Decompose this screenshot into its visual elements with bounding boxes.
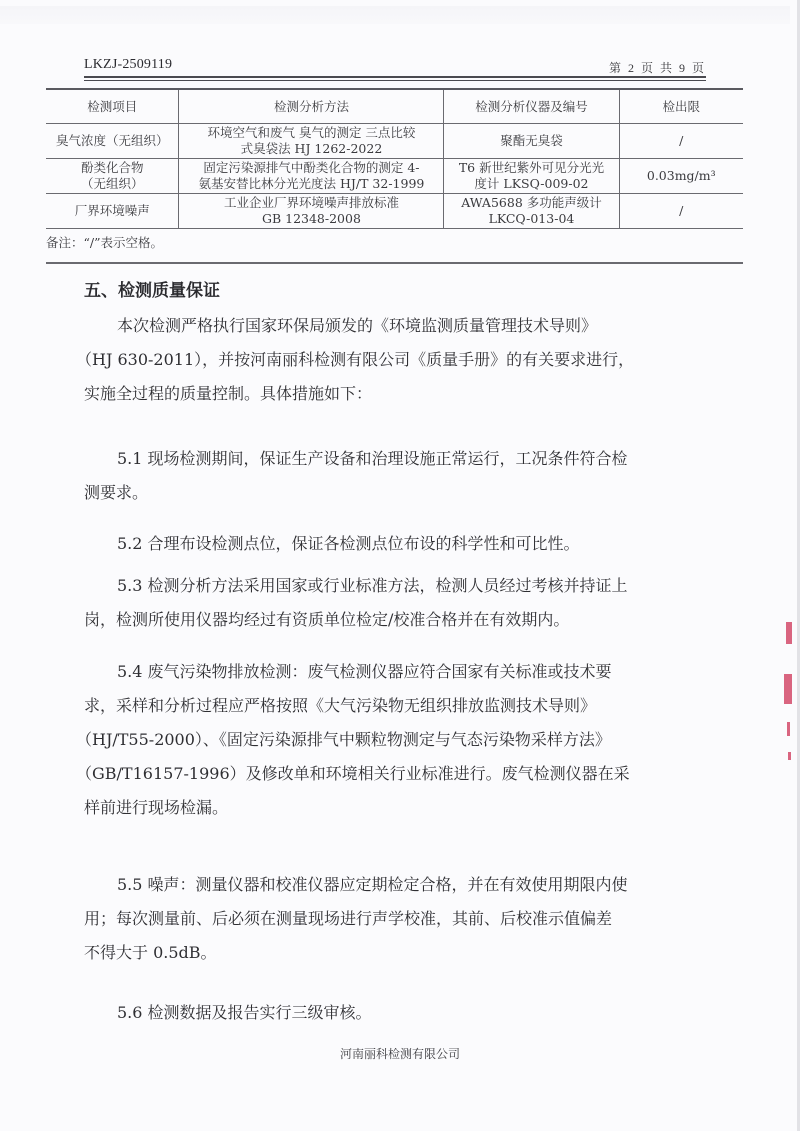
section-rule — [46, 262, 743, 264]
text-line: 不得大于 0.5dB。 — [84, 943, 217, 962]
method-line: 氨基安替比林分光光度法 HJ/T 32-1999 — [198, 176, 425, 191]
cell-method — [179, 124, 444, 159]
text-line: 5.3 检测分析方法采用国家或行业标准方法，检测人员经过考核并持证上 — [117, 576, 628, 595]
method-line: GB 12348-2008 — [261, 211, 361, 226]
cell-instrument — [444, 159, 619, 194]
column-header-method: 检测分析方法 — [179, 89, 444, 124]
cell-limit: / — [619, 124, 743, 159]
text-line: 5.4 废气污染物排放检测：废气检测仪器应符合国家有关标准或技术要 — [117, 662, 612, 681]
text-line: 5.1 现场检测期间，保证生产设备和治理设施正常运行，工况条件符合检 — [117, 449, 628, 468]
footer-company: 河南丽科检测有限公司 — [339, 1047, 460, 1061]
cell-item — [46, 159, 179, 194]
intro-paragraph — [76, 309, 706, 411]
seal-stamp-fragment — [784, 612, 796, 772]
column-header-item: 检测项目 — [46, 89, 179, 124]
text-line: 5.2 合理布设检测点位，保证各检测点位布设的科学性和可比性。 — [117, 534, 580, 553]
table-row — [46, 159, 743, 194]
cell-limit: / — [619, 194, 743, 229]
text-line: 5.5 噪声：测量仪器和校准仪器应定期检定合格，并在有效使用期限内使 — [117, 875, 628, 894]
text-line: 岗，检测所使用仪器均经过有资质单位检定/校准合格并在有效期内。 — [84, 610, 570, 629]
text-line: 样前进行现场检漏。 — [84, 798, 229, 817]
item-line: 酚类化合物 — [80, 160, 144, 175]
instrument-line: LKCQ-013-04 — [488, 211, 575, 226]
methods-table — [46, 88, 743, 229]
page-header — [84, 55, 706, 77]
text-line: 测要求。 — [84, 483, 149, 502]
scan-artifact — [0, 6, 790, 24]
text-line: 5.6 检测数据及报告实行三级审核。 — [117, 1003, 372, 1022]
measure-5-1 — [84, 442, 706, 510]
report-number: LKZJ-2509119 — [84, 57, 173, 72]
text-line: 本次检测严格执行国家环保局颁发的《环境监测质量管理技术导则》 — [117, 316, 598, 335]
item-line: （无组织） — [80, 176, 144, 191]
table-row — [46, 194, 743, 229]
cell-limit: 0.03mg/m³ — [619, 159, 743, 194]
table-header-row — [46, 89, 743, 124]
instrument-line: T6 新世纪紫外可见分光光 — [458, 160, 605, 175]
measure-5-5 — [84, 868, 706, 970]
measure-5-6 — [84, 996, 706, 1030]
header-rule — [84, 76, 706, 78]
instrument-line: 度计 LKSQ-009-02 — [474, 176, 589, 191]
method-line: 工业企业厂界环境噪声排放标准 — [223, 195, 399, 210]
cell-item: 臭气浓度（无组织） — [46, 124, 179, 159]
page-indicator: 第 2 页 共 9 页 — [608, 61, 706, 75]
header-rule-thin — [84, 80, 706, 81]
text-line: 求，采样和分析过程应严格按照《大气污染物无组织排放监测技术导则》 — [84, 696, 597, 715]
section-title: 五、检测质量保证 — [84, 281, 220, 301]
table-row — [46, 124, 743, 159]
method-line: 式臭袋法 HJ 1262-2022 — [240, 141, 383, 156]
method-line: 固定污染源排气中酚类化合物的测定 4- — [203, 160, 420, 175]
text-line: （HJ 630-2011），并按河南丽科检测有限公司《质量手册》的有关要求进行， — [76, 350, 635, 369]
cell-method — [179, 159, 444, 194]
text-line: 用；每次测量前、后必须在测量现场进行声学校准，其前、后校准示值偏差 — [84, 909, 613, 928]
instrument-line: AWA5688 多功能声级计 — [461, 195, 602, 210]
measure-5-2 — [84, 527, 706, 561]
text-line: 实施全过程的质量控制。具体措施如下： — [84, 384, 373, 403]
text-line: （GB/T16157-1996）及修改单和环境相关行业标准进行。废气检测仪器在采 — [76, 764, 630, 783]
table-note: 备注：“/”表示空格。 — [46, 235, 163, 250]
column-header-limit: 检出限 — [619, 89, 743, 124]
cell-item: 厂界环境噪声 — [46, 194, 179, 229]
column-header-instrument: 检测分析仪器及编号 — [444, 89, 619, 124]
cell-method — [179, 194, 444, 229]
text-line: （HJ/T55-2000）、《固定污染源排气中颗粒物测定与气态污染物采样方法》 — [76, 730, 611, 749]
measure-5-3 — [84, 569, 706, 637]
measure-5-4 — [76, 655, 706, 825]
method-line: 环境空气和废气 臭气的测定 三点比较 — [207, 125, 416, 140]
cell-instrument: 聚酯无臭袋 — [444, 124, 619, 159]
cell-instrument — [444, 194, 619, 229]
